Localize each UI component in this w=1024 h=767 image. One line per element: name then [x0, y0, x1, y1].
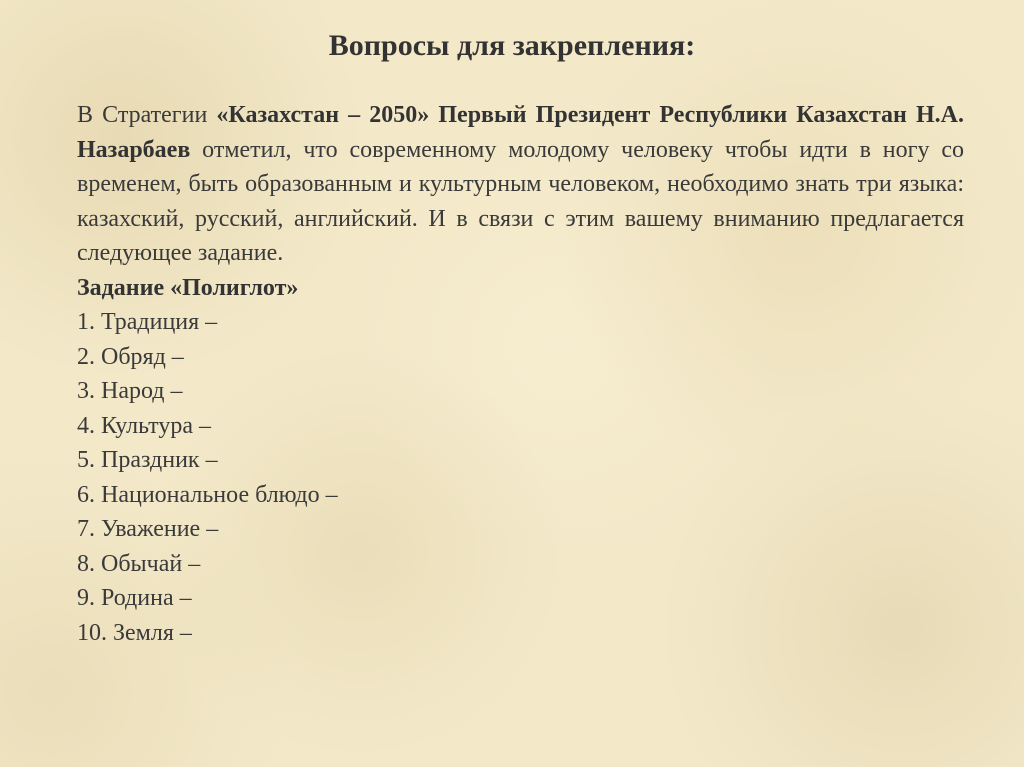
list-item: 4. Культура – [77, 412, 211, 439]
list-item: 6. Национальное блюдо – [77, 481, 338, 508]
list-item: 2. Обряд – [77, 343, 184, 370]
slide-content [77, 98, 964, 650]
intro-paragraph [77, 98, 964, 271]
list-item: 9. Родина – [77, 585, 192, 611]
list-item: 7. Уважение – [77, 516, 219, 542]
intro-text-end: отметил, что современному молодому человеку чтобы идти в ногу со временем, быть образованным и культурным человеком, необходимо знать три языка: казахский, русский, английский. И в связи с этим вашему вниманию предлагается следующее задание. [77, 136, 964, 266]
list-item: 8. Обычай – [77, 550, 201, 577]
list-item: 1. Традиция – [77, 309, 218, 335]
slide-title: Вопросы для закрепления: [328, 29, 696, 62]
list-item: 5. Праздник – [77, 447, 218, 473]
intro-text-bold: «Казахстан – 2050» Первый Президент Республики Казахстан Н.А. Назарбаев [77, 102, 964, 163]
list-item: 10. Земля – [77, 619, 192, 646]
intro-text-start: В Стратегии [77, 102, 217, 128]
task-title: Задание «Полиглот» [77, 274, 299, 301]
list-item: 3. Народ – [77, 378, 183, 404]
word-list [77, 305, 964, 650]
